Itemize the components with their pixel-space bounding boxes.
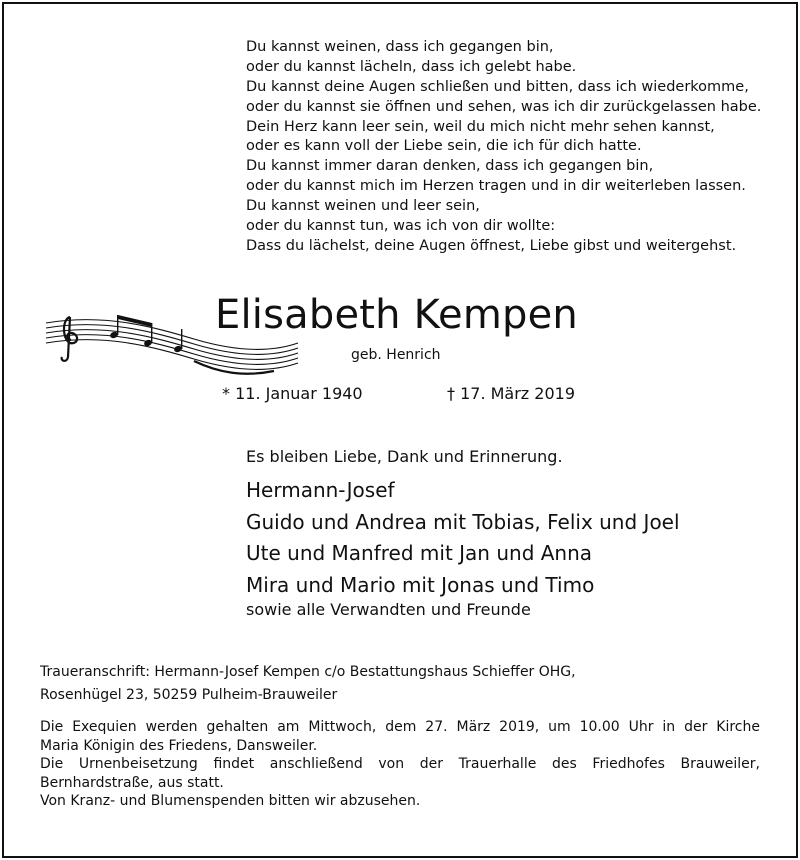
mourning-address [40,661,576,707]
maiden-name: geb. Henrich [351,347,441,363]
poem-line: Du kannst immer daran denken, dass ich gegangen bin, [246,158,654,175]
poem-line: Du kannst weinen, dass ich gegangen bin, [246,39,554,55]
poem-line: Du kannst deine Augen schließen und bitten, dass ich wiederkomme, [246,78,749,95]
flowers-note: Von Kranz- und Blumenspenden bitten wir abzusehen. [40,793,421,809]
poem-line: oder du kannst tun, was ich von dir wollte: [246,218,556,235]
poem-line: oder du kannst lächeln, dass ich gelebt habe. [246,58,577,75]
exequien-line: Die Exequien werden gehalten am Mittwoch, dem 27. März 2019, um 10.00 Uhr in der Kirche [40,719,760,735]
family-list [246,475,680,601]
service-info [40,718,760,811]
urn-burial-line: Die Urnenbeisetzung findet anschließend von der Trauerhalle des Friedhofes Brauweiler, [40,756,760,772]
poem-line: Du kannst weinen und leer sein, [246,198,480,215]
closing-line: Es bleiben Liebe, Dank und Erinnerung. [246,447,563,466]
poem-line: oder du kannst sie öffnen und sehen, was ich dir zurückgelassen habe. [246,98,762,115]
family-member: Guido und Andrea mit Tobias, Felix und Joel [246,509,680,534]
exequien-line: Maria Königin des Friedens, Dansweiler. [40,737,318,754]
urn-burial-line: Bernhardstraße, aus statt. [40,774,224,791]
address-line: Traueranschrift: Hermann-Josef Kempen c/o Bestattungshaus Schieffer OHG, [40,664,576,680]
poem [246,38,761,257]
poem-line: Dass du lächelst, deine Augen öffnest, Liebe gibst und weitergehst. [246,237,737,254]
family-member: Ute und Manfred mit Jan und Anna [246,541,593,565]
poem-line: oder es kann voll der Liebe sein, die ich für dich hatte. [246,138,642,155]
address-line: Rosenhügel 23, 50259 Pulheim-Brauweiler [40,687,338,703]
relatives-line: sowie alle Verwandten und Freunde [246,600,531,619]
family-member: Hermann-Josef [246,478,395,502]
death-date: † 17. März 2019 [447,384,576,403]
deceased-name: Elisabeth Kempen [215,292,578,338]
family-member: Mira und Mario mit Jonas und Timo [246,572,595,597]
birth-date: * 11. Januar 1940 [222,384,363,403]
poem-line: oder du kannst mich im Herzen tragen und in dir weiterleben lassen. [246,178,746,195]
poem-line: Dein Herz kann leer sein, weil du mich nicht mehr sehen kannst, [246,118,715,135]
